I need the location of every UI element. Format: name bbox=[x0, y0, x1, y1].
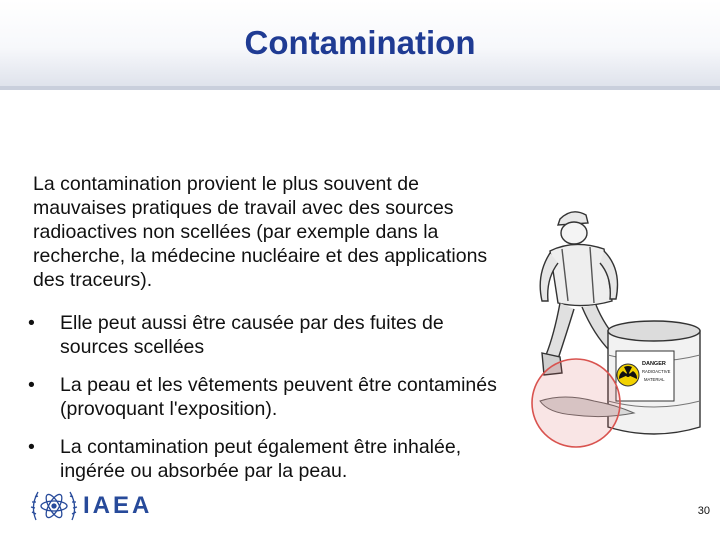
barrel-label-material: MATERIAL bbox=[644, 377, 665, 382]
bullet-marker: • bbox=[28, 374, 35, 396]
atom-olive-wreath-icon bbox=[31, 492, 77, 520]
bullet-text: La peau et les vêtements peuvent être contaminés (provoquant l'exposition). bbox=[60, 374, 497, 420]
radioactive-barrel bbox=[608, 321, 700, 434]
bullet-text: La contamination peut également être inhalée, ingérée ou absorbée par la peau. bbox=[60, 436, 462, 482]
page-number: 30 bbox=[697, 505, 710, 517]
bullet-marker: • bbox=[28, 436, 35, 458]
slide-title: Contamination bbox=[244, 24, 476, 61]
barrel-label-danger: DANGER bbox=[642, 361, 666, 367]
bullet-marker: • bbox=[28, 312, 35, 334]
bullet-item bbox=[28, 373, 508, 421]
bullet-item bbox=[28, 435, 508, 483]
contamination-illustration bbox=[524, 205, 720, 467]
contamination-highlight-circle bbox=[532, 359, 620, 447]
intro-paragraph: La contamination provient le plus souvent de mauvaises pratiques de travail avec des sources radioactives non scellées (par exemple dans la recherche, la médecine nucléaire et des applications des traceurs). bbox=[33, 173, 488, 291]
bullet-item bbox=[28, 311, 508, 359]
barrel-label-radioactive: RADIOACTIVE bbox=[642, 369, 671, 374]
bullet-text: Elle peut aussi être causée par des fuites de sources scellées bbox=[60, 312, 444, 358]
iaea-logo-text: IAEA bbox=[83, 492, 153, 519]
bullet-list bbox=[28, 311, 508, 497]
